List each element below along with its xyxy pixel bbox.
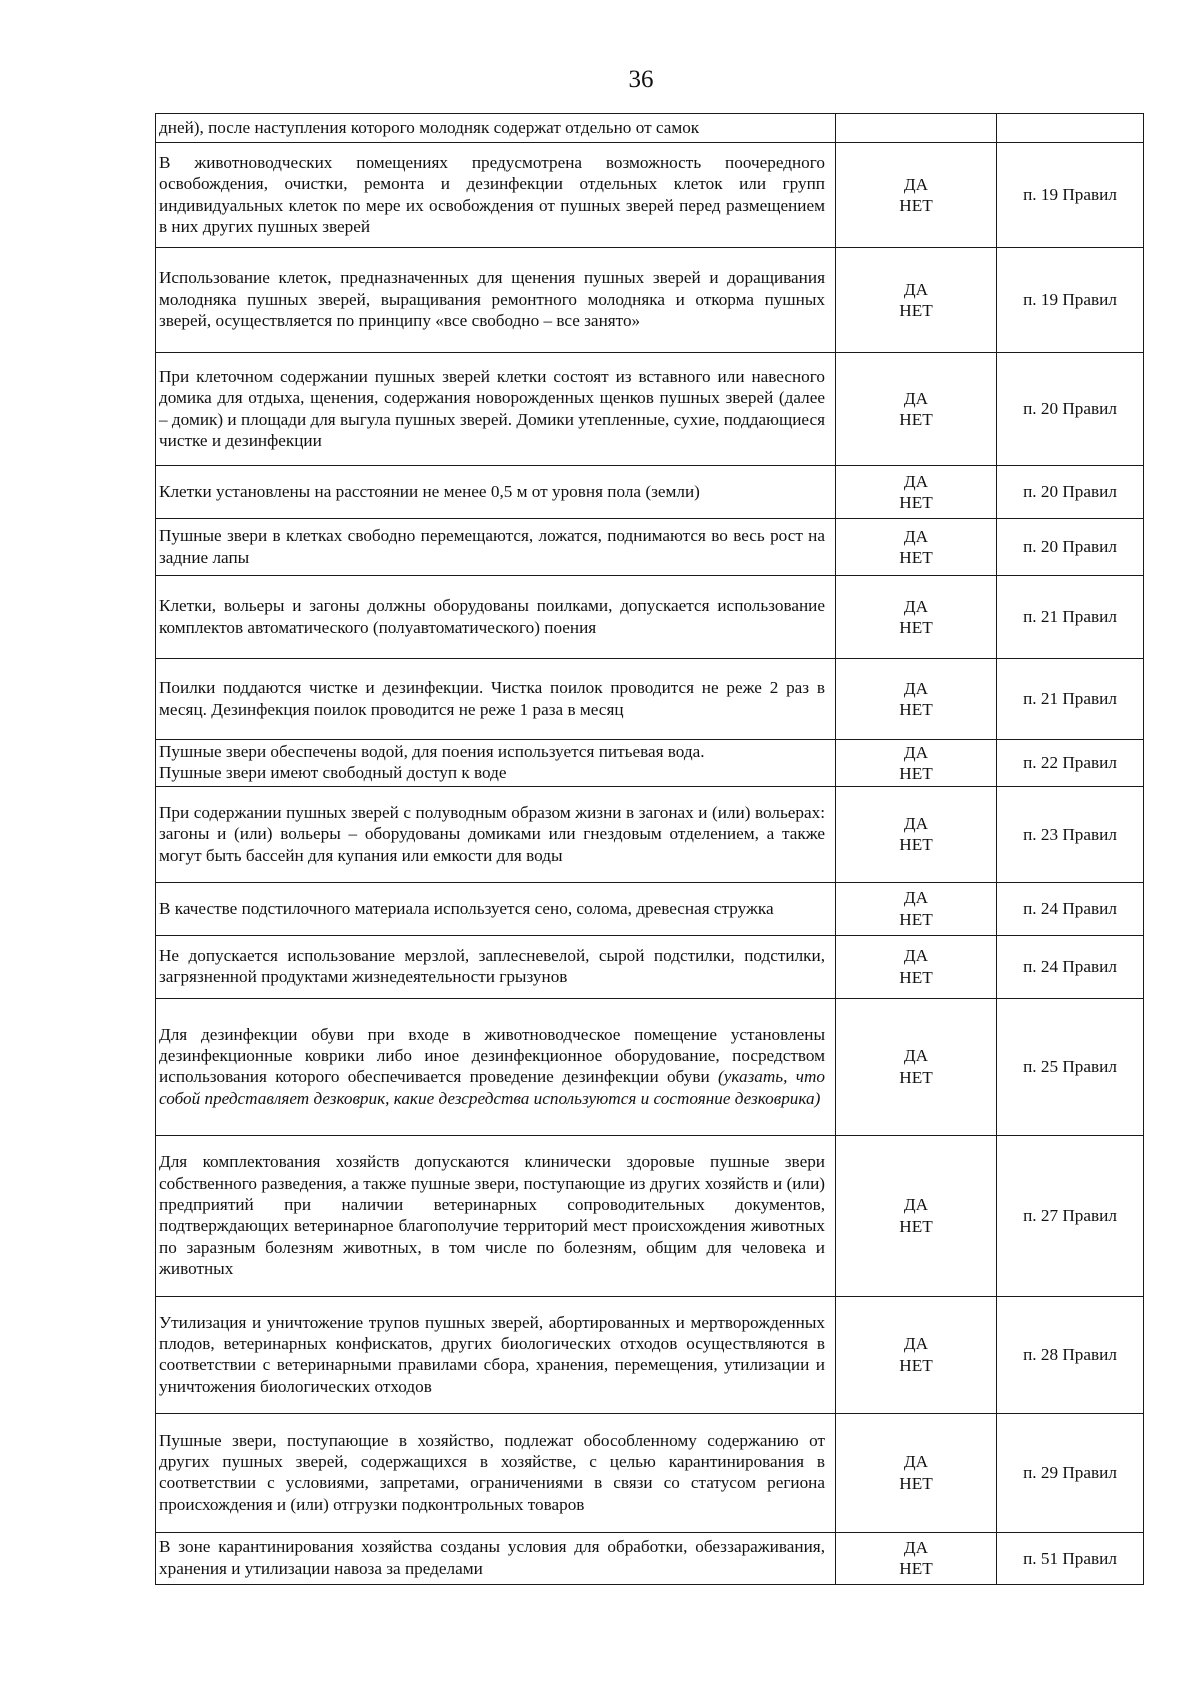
table-row: [156, 519, 1144, 576]
answer-cell[interactable]: [836, 740, 997, 787]
answer-no[interactable]: НЕТ: [899, 1473, 933, 1493]
answer-no[interactable]: НЕТ: [899, 967, 933, 987]
answer-yes[interactable]: ДА: [903, 471, 929, 491]
answer-cell[interactable]: [836, 466, 997, 519]
answer-cell[interactable]: [836, 1135, 997, 1296]
table-row: [156, 998, 1144, 1135]
table-row: [156, 1532, 1144, 1584]
answer-cell[interactable]: [836, 519, 997, 576]
requirement-cell: В качестве подстилочного материала используется сено, солома, древесная стружка: [156, 882, 836, 935]
answer-no[interactable]: НЕТ: [899, 835, 933, 855]
table-row: [156, 576, 1144, 659]
table-row: [156, 1296, 1144, 1413]
requirement-text: Для дезинфекции обуви при входе в животноводческое помещение установлены дезинфекционные коврики либо иное дезинфекционное оборудование, посредством использования которого обеспечивается проведение дезинфекции обуви: [159, 1024, 825, 1087]
answer-cell[interactable]: [836, 659, 997, 740]
table-row: [156, 659, 1144, 740]
requirement-cell: Использование клеток, предназначенных для щенения пушных зверей и доращивания молодняка пушных зверей, выращивания ремонтного молодняка и откорма пушных зверей, осуществляется по принципу «все свободно – все занято»: [156, 248, 836, 353]
table-row: [156, 935, 1144, 998]
answer-yes[interactable]: ДА: [903, 388, 929, 408]
table-row: [156, 740, 1144, 787]
answer-yes[interactable]: ДА: [903, 174, 929, 194]
answer-cell[interactable]: [836, 882, 997, 935]
requirement-cell: При клеточном содержании пушных зверей клетки состоят из вставного или навесного домика для отдыха, щенения, содержания новорожденных щенков пушных зверей (далее – домик) и площади для выгула пушных зверей. Домики утепленные, сухие, поддающиеся чистке и дезинфекции: [156, 353, 836, 466]
reference-cell: п. 27 Правил: [997, 1135, 1144, 1296]
reference-cell: п. 25 Правил: [997, 998, 1144, 1135]
requirement-cell: Утилизация и уничтожение трупов пушных зверей, абортированных и мертворожденных плодов, ветеринарных конфискатов, других биологических отходов осуществляются в соответствии с ветеринарными правилами сбора, хранения, перемещения, утилизации и уничтожения биологических отходов: [156, 1296, 836, 1413]
requirement-cell: При содержании пушных зверей с полуводным образом жизни в загонах и (или) вольерах: загоны и (или) вольеры – оборудованы домиками или гнездовым отделением, а также могут быть бассейн для купания или емкости для воды: [156, 786, 836, 882]
table-row: [156, 114, 1144, 143]
requirement-cell: Для комплектования хозяйств допускаются клинически здоровые пушные звери собственного разведения, а также пушные звери, поступающие из других хозяйств и (или) предприятий при наличии ветеринарных сопроводительных документов, подтверждающих ветеринарное благополучие территорий мест происхождения животных по заразным болезням животных, в том числе по болезням, общим для человека и животных: [156, 1135, 836, 1296]
reference-cell: п. 23 Правил: [997, 786, 1144, 882]
answer-no[interactable]: НЕТ: [899, 618, 933, 637]
page-number: 36: [628, 66, 654, 93]
answer-no[interactable]: НЕТ: [899, 493, 933, 512]
answer-yes[interactable]: ДА: [903, 279, 929, 299]
reference-cell: п. 19 Правил: [997, 248, 1144, 353]
answer-cell[interactable]: [836, 143, 997, 248]
requirement-cell: Клетки установлены на расстоянии не менее 0,5 м от уровня пола (земли): [156, 466, 836, 519]
requirement-cell: [156, 998, 836, 1135]
answer-yes[interactable]: ДА: [903, 596, 929, 616]
reference-cell: п. 22 Правил: [997, 740, 1144, 787]
reference-cell: п. 21 Правил: [997, 659, 1144, 740]
answer-no[interactable]: НЕТ: [899, 763, 933, 783]
requirement-cell: Пушные звери в клетках свободно перемещаются, ложатся, поднимаются во весь рост на задние лапы: [156, 519, 836, 576]
reference-cell: [997, 114, 1144, 143]
answer-yes[interactable]: ДА: [903, 742, 929, 762]
reference-cell: п. 19 Правил: [997, 143, 1144, 248]
table-row: [156, 882, 1144, 935]
checklist-table: [155, 113, 1144, 1585]
requirement-cell: В животноводческих помещениях предусмотрена возможность поочередного освобождения, очистки, ремонта и дезинфекции отдельных клеток или групп индивидуальных клеток по мере их освобождения от пушных зверей перед размещением в них других пушных зверей: [156, 143, 836, 248]
answer-no[interactable]: НЕТ: [899, 1355, 933, 1375]
answer-yes[interactable]: ДА: [903, 1195, 929, 1215]
answer-cell[interactable]: [836, 1296, 997, 1413]
answer-cell[interactable]: [836, 248, 997, 353]
answer-cell[interactable]: [836, 786, 997, 882]
answer-no[interactable]: НЕТ: [899, 1216, 933, 1236]
answer-no[interactable]: НЕТ: [899, 301, 933, 320]
reference-cell: п. 21 Правил: [997, 576, 1144, 659]
answer-yes[interactable]: ДА: [903, 526, 929, 546]
requirement-italic-note: (указать, что собой представляет дезковрик, какие дезсредства используются и состояние дезковрика): [159, 1067, 826, 1108]
table-row: [156, 143, 1144, 248]
answer-yes[interactable]: ДА: [903, 1046, 929, 1066]
table-row: [156, 248, 1144, 353]
reference-cell: п. 29 Правил: [997, 1413, 1144, 1532]
requirement-cell: Не допускается использование мерзлой, заплесневелой, сырой подстилки, подстилки, загрязненной продуктами жизнедеятельности грызунов: [156, 935, 836, 998]
requirement-cell: Пушные звери, поступающие в хозяйство, подлежат обособленному содержанию от других пушных зверей, содержащихся в хозяйстве, с целью карантинирования в соответствии с условиями, запретами, ограничениями в связи со статусом региона происхождения и (или) отгрузки подконтрольных товаров: [156, 1413, 836, 1532]
answer-yes[interactable]: ДА: [903, 678, 929, 698]
table-row: [156, 1413, 1144, 1532]
table-row: [156, 786, 1144, 882]
answer-yes[interactable]: ДА: [903, 888, 929, 908]
answer-yes[interactable]: ДА: [903, 1334, 929, 1354]
reference-cell: п. 20 Правил: [997, 353, 1144, 466]
reference-cell: п. 20 Правил: [997, 519, 1144, 576]
answer-yes[interactable]: ДА: [903, 1537, 929, 1557]
answer-cell[interactable]: [836, 935, 997, 998]
answer-no[interactable]: НЕТ: [899, 1067, 933, 1087]
reference-cell: п. 20 Правил: [997, 466, 1144, 519]
answer-no[interactable]: НЕТ: [899, 548, 933, 567]
answer-cell[interactable]: [836, 1532, 997, 1584]
reference-cell: п. 51 Правил: [997, 1532, 1144, 1584]
answer-cell[interactable]: [836, 1413, 997, 1532]
requirement-cell: Клетки, вольеры и загоны должны оборудованы поилками, допускается использование комплектов автоматического (полуавтоматического) поения: [156, 576, 836, 659]
answer-yes[interactable]: ДА: [903, 1452, 929, 1472]
reference-cell: п. 28 Правил: [997, 1296, 1144, 1413]
table-row: [156, 353, 1144, 466]
requirement-cell: дней), после наступления которого молодняк содержат отдельно от самок: [156, 114, 836, 143]
requirement-line: Пушные звери имеют свободный доступ к воде: [159, 763, 507, 783]
table-row: [156, 1135, 1144, 1296]
reference-cell: п. 24 Правил: [997, 935, 1144, 998]
answer-no[interactable]: НЕТ: [899, 196, 933, 215]
requirement-cell: В зоне карантинирования хозяйства созданы условия для обработки, обеззараживания, хранения и утилизации навоза за пределами: [156, 1532, 836, 1584]
answer-no[interactable]: НЕТ: [899, 410, 933, 429]
answer-no[interactable]: НЕТ: [899, 909, 933, 929]
requirement-cell: Поилки поддаются чистке и дезинфекции. Чистка поилок проводится не реже 2 раз в месяц. Дезинфекция поилок проводится не реже 1 раза в месяц: [156, 659, 836, 740]
answer-no[interactable]: НЕТ: [899, 700, 933, 719]
reference-cell: п. 24 Правил: [997, 882, 1144, 935]
answer-cell: [836, 114, 997, 143]
answer-cell[interactable]: [836, 353, 997, 466]
answer-yes[interactable]: ДА: [903, 813, 929, 833]
answer-cell[interactable]: [836, 998, 997, 1135]
answer-no[interactable]: НЕТ: [899, 1559, 933, 1579]
requirement-cell: [156, 740, 836, 787]
requirement-line: Пушные звери обеспечены водой, для поения используется питьевая вода.: [159, 742, 705, 761]
answer-yes[interactable]: ДА: [903, 946, 929, 966]
table-row: [156, 466, 1144, 519]
answer-cell[interactable]: [836, 576, 997, 659]
